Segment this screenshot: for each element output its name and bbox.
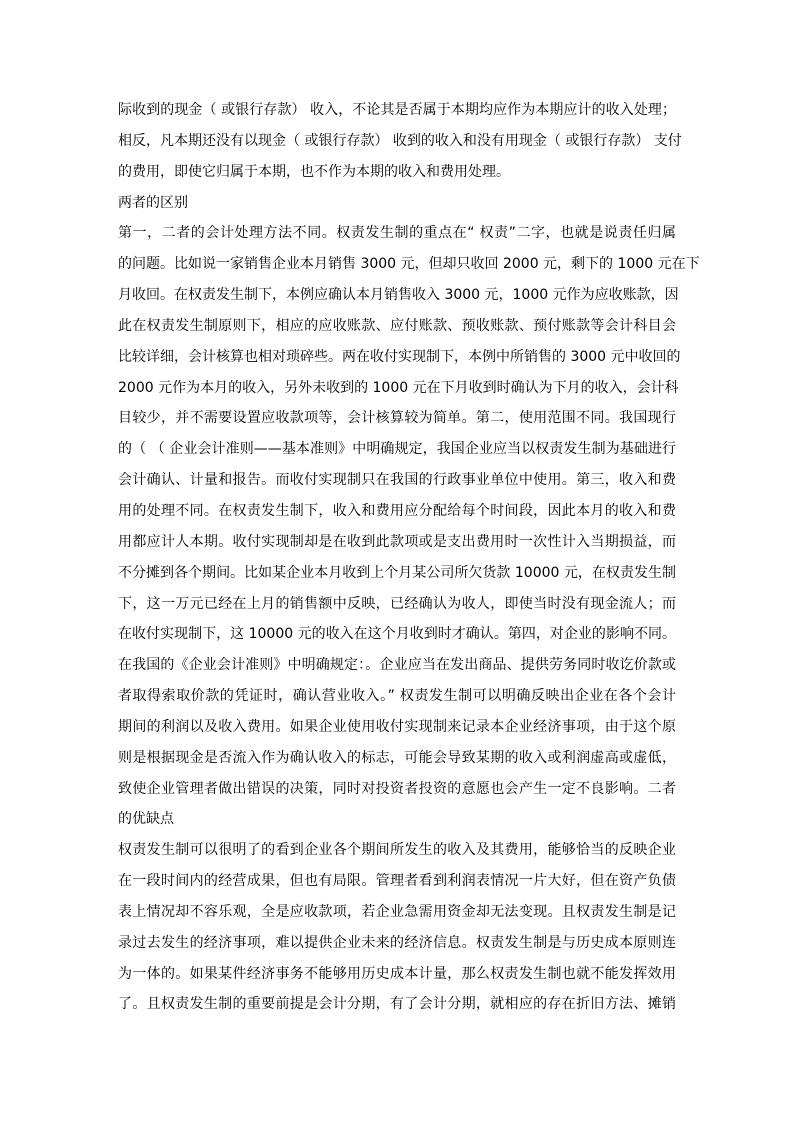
text-line: 比较详细，会计核算也相对琐碎些。两在收付实现制下，本例中所销售的 3000 元中收回的 xyxy=(118,348,681,365)
text-line: 2000 元作为本月的收入，另外未收到的 1000 元在下月收到时确认为下月的收入，会计科 xyxy=(118,379,679,396)
text-line: 在收付实现制下，这 10000 元的收入在这个月收到时才确认。第四，对企业的影响不同。 xyxy=(118,626,676,643)
text-line: 不分摊到各个期间。比如某企业本月收到上个月某公司所欠货款 10000 元，在权责发生制 xyxy=(118,564,676,581)
text-line: 会计确认、计量和报告。而收付实现制只在我国的行政事业单位中使用。第三，收入和费 xyxy=(118,472,676,489)
text-line: 在我国的《企业会计准则》中明确规定：。企业应当在发出商品、提供劳务同时收讫价款或 xyxy=(118,657,676,674)
text-line: 目较少，并不需要设置应收款项等，会计核算较为简单。第二，使用范围不同。我国现行 xyxy=(118,410,676,427)
text-line: 下，这一万元已经在上月的销售额中反映，已经确认为收人，即使当时没有现金流人；而 xyxy=(118,595,676,612)
text-line: 第一，二者的会计处理方法不同。权责发生制的重点在“ 权责”二字，也就是说责任归属 xyxy=(118,225,676,242)
text-line: 录过去发生的经济事项，难以提供企业未来的经济信息。权责发生制是与历史成本原则连 xyxy=(118,934,676,951)
text-line: 的优缺点 xyxy=(118,811,174,828)
text-line: 的（ （ 企业会计准则——基本准则》中明确规定，我国企业应当以权责发生制为基础进行 xyxy=(118,441,676,458)
text-line: 权责发生制可以很明了的看到企业各个期间所发生的收入及其费用，能够恰当的反映企业 xyxy=(118,842,676,859)
text-line: 的费用，即使它归属于本期，也不作为本期的收入和费用处理。 xyxy=(118,163,510,180)
text-line: 的问题。比如说一家销售企业本月销售 3000 元，但却只收回 2000 元，剩下的 1000 元在下 xyxy=(118,256,700,273)
text-line: 则是根据现金是否流入作为确认收入的标志，可能会导致某期的收入或利润虚高或虚低， xyxy=(118,749,676,766)
text-line: 在一段时间内的经营成果，但也有局限。管理者看到利润表情况一片大好，但在资产负债 xyxy=(118,873,676,890)
text-line: 致使企业管理者做出错误的决策，同时对投资者投资的意愿也会产生一定不良影响。二者 xyxy=(118,780,676,797)
text-line: 用的处理不同。在权责发生制下，收入和费用应分配给每个时间段，因此本月的收入和费 xyxy=(118,502,676,519)
text-line: 表上情况却不容乐观，全是应收款项，若企业急需用资金却无法变现。且权责发生制是记 xyxy=(118,903,676,920)
text-line: 两者的区别 xyxy=(118,194,188,211)
text-line: 相反，凡本期还没有以现金（ 或银行存款） 收到的收入和没有用现金（ 或银行存款） 支付 xyxy=(118,132,682,149)
text-line: 者取得索取价款的凭证时，确认营业收入。” 权责发生制可以明确反映出企业在各个会计 xyxy=(118,688,676,705)
text-line: 用都应计人本期。收付实现制却是在收到此款项或是支出费用时一次性计入当期损益，而 xyxy=(118,533,676,550)
text-line: 了。且权责发生制的重要前提是会计分期，有了会计分期，就相应的存在折旧方法、摊销 xyxy=(118,996,676,1013)
text-line: 际收到的现金（ 或银行存款） 收入，不论其是否属于本期均应作为本期应计的收入处理； xyxy=(118,102,676,118)
text-line: 为一体的。如果某件经济事务不能够用历史成本计量，那么权责发生制也就不能发挥效用 xyxy=(118,965,676,982)
document-page xyxy=(118,98,700,1023)
text-line: 此在权责发生制原则下，相应的应收账款、应付账款、预收账款、预付账款等会计科目会 xyxy=(118,317,676,334)
text-line: 期间的利润以及收入费用。如果企业使用收付实现制来记录本企业经济事项，由于这个原 xyxy=(118,718,676,735)
text-line: 月收回。在权责发生制下，本例应确认本月销售收入 3000 元，1000 元作为应收账款，因 xyxy=(118,287,679,304)
